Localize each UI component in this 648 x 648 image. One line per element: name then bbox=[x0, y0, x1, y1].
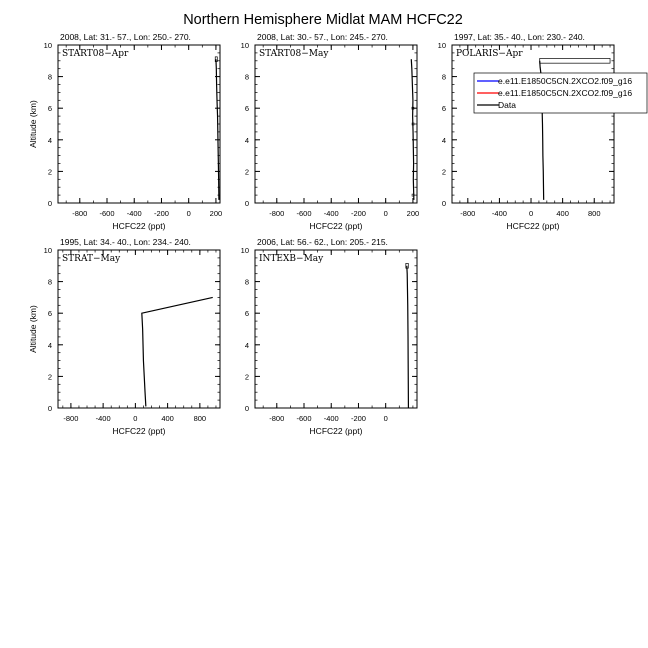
y-axis-label: Altitude (km) bbox=[28, 100, 38, 148]
y-tick-label: 2 bbox=[47, 167, 52, 177]
y-tick-label: 6 bbox=[47, 309, 52, 319]
y-tick-label: 8 bbox=[244, 277, 249, 287]
y-tick-label: 0 bbox=[244, 199, 249, 208]
panel-header: 2008, Lat: 31.- 57., Lon: 250.- 270. bbox=[60, 32, 191, 42]
plot-frame bbox=[58, 250, 220, 408]
data-series-line bbox=[142, 297, 213, 406]
data-series-line bbox=[216, 59, 219, 200]
plot-frame bbox=[255, 250, 417, 408]
x-tick-label: 400 bbox=[161, 414, 174, 423]
x-tick-label: -600 bbox=[99, 209, 115, 218]
y-tick-label: 2 bbox=[441, 167, 446, 177]
y-tick-label: 10 bbox=[43, 246, 52, 255]
panel-header: 1995, Lat: 34.- 40., Lon: 234.- 240. bbox=[60, 237, 191, 247]
x-tick-label: 800 bbox=[193, 414, 207, 423]
y-tick-label: 6 bbox=[47, 104, 52, 114]
y-tick-label: 6 bbox=[244, 104, 249, 114]
x-tick-label: -400 bbox=[323, 209, 339, 218]
legend-label: e.e11.E1850C5CN.2XCO2.f09_g16 bbox=[498, 76, 633, 86]
x-tick-label: -400 bbox=[323, 414, 339, 423]
y-tick-label: 4 bbox=[244, 340, 249, 350]
chart-panel bbox=[241, 237, 417, 436]
x-tick-label: -200 bbox=[350, 414, 366, 423]
y-tick-label: 6 bbox=[244, 309, 249, 319]
x-tick-label: 0 bbox=[383, 209, 388, 218]
plot-frame bbox=[255, 45, 417, 203]
data-series-line bbox=[411, 59, 414, 200]
y-tick-label: 2 bbox=[244, 167, 249, 177]
y-tick-label: 0 bbox=[47, 404, 52, 413]
x-tick-label: -600 bbox=[296, 209, 312, 218]
y-axis-label: Altitude (km) bbox=[28, 305, 38, 353]
y-tick-label: 6 bbox=[441, 104, 446, 114]
y-tick-label: 4 bbox=[441, 135, 446, 145]
y-tick-label: 2 bbox=[244, 372, 249, 382]
y-tick-label: 0 bbox=[441, 199, 446, 208]
data-range-box bbox=[540, 58, 610, 63]
legend bbox=[474, 73, 647, 113]
x-tick-label: 0 bbox=[383, 414, 388, 423]
y-tick-label: 4 bbox=[47, 340, 52, 350]
chart-panel bbox=[241, 32, 420, 231]
y-tick-label: 10 bbox=[240, 41, 249, 50]
y-tick-label: 10 bbox=[437, 41, 446, 50]
x-tick-label: -800 bbox=[269, 414, 285, 423]
figure-title: Northern Hemisphere Midlat MAM HCFC22 bbox=[183, 12, 463, 28]
chart-panel bbox=[28, 32, 222, 231]
x-tick-label: -600 bbox=[296, 414, 312, 423]
panel-header: 1997, Lat: 35.- 40., Lon: 230.- 240. bbox=[454, 32, 585, 42]
x-axis-label: HCFC22 (ppt) bbox=[309, 221, 363, 231]
y-tick-label: 0 bbox=[244, 404, 249, 413]
chart-panel bbox=[438, 32, 647, 231]
y-tick-label: 0 bbox=[47, 199, 52, 208]
y-tick-label: 10 bbox=[43, 41, 52, 50]
x-tick-label: 800 bbox=[587, 209, 601, 218]
legend-label: e.e11.E1850C5CN.2XCO2.f09_g16 bbox=[498, 88, 633, 98]
panel-header: 2008, Lat: 30.- 57., Lon: 245.- 270. bbox=[257, 32, 388, 42]
y-tick-label: 2 bbox=[47, 372, 52, 382]
y-tick-label: 8 bbox=[244, 72, 249, 82]
panel-label: POLARIS−Apr bbox=[456, 49, 523, 59]
panel-header: 2006, Lat: 56.- 62., Lon: 205.- 215. bbox=[257, 237, 388, 247]
panel-label: START08−Apr bbox=[62, 49, 129, 59]
x-tick-label: 0 bbox=[528, 209, 534, 218]
x-tick-label: 200 bbox=[406, 209, 420, 218]
x-tick-label: -800 bbox=[269, 209, 285, 218]
x-tick-label: -400 bbox=[491, 209, 507, 218]
x-tick-label: -800 bbox=[460, 209, 476, 218]
legend-label: Data bbox=[498, 100, 516, 110]
y-tick-label: 4 bbox=[244, 135, 249, 145]
x-tick-label: -200 bbox=[153, 209, 169, 218]
x-tick-label: -400 bbox=[95, 414, 111, 423]
y-tick-label: 8 bbox=[47, 277, 52, 287]
x-tick-label: -800 bbox=[63, 414, 79, 423]
y-tick-label: 8 bbox=[47, 72, 52, 82]
x-tick-label: -400 bbox=[126, 209, 142, 218]
y-tick-label: 4 bbox=[47, 135, 52, 145]
x-axis-label: HCFC22 (ppt) bbox=[112, 426, 166, 436]
x-tick-label: 200 bbox=[209, 209, 223, 218]
plot-frame bbox=[452, 45, 614, 203]
x-axis-label: HCFC22 (ppt) bbox=[112, 221, 166, 231]
data-series-line bbox=[407, 266, 409, 408]
x-tick-label: -800 bbox=[72, 209, 88, 218]
panel-label: START08−May bbox=[259, 49, 329, 59]
plot-frame bbox=[58, 45, 220, 203]
x-tick-label: 0 bbox=[186, 209, 191, 218]
panel-label: INTEXB−May bbox=[259, 254, 324, 264]
y-tick-label: 8 bbox=[441, 72, 446, 82]
x-axis-label: HCFC22 (ppt) bbox=[506, 221, 560, 231]
x-tick-label: 400 bbox=[556, 209, 569, 218]
x-tick-label: 0 bbox=[133, 414, 138, 423]
x-axis-label: HCFC22 (ppt) bbox=[309, 426, 363, 436]
panel-label: STRAT−May bbox=[62, 254, 121, 264]
x-tick-label: -200 bbox=[350, 209, 366, 218]
chart-panel bbox=[28, 237, 220, 436]
y-tick-label: 10 bbox=[240, 246, 249, 255]
